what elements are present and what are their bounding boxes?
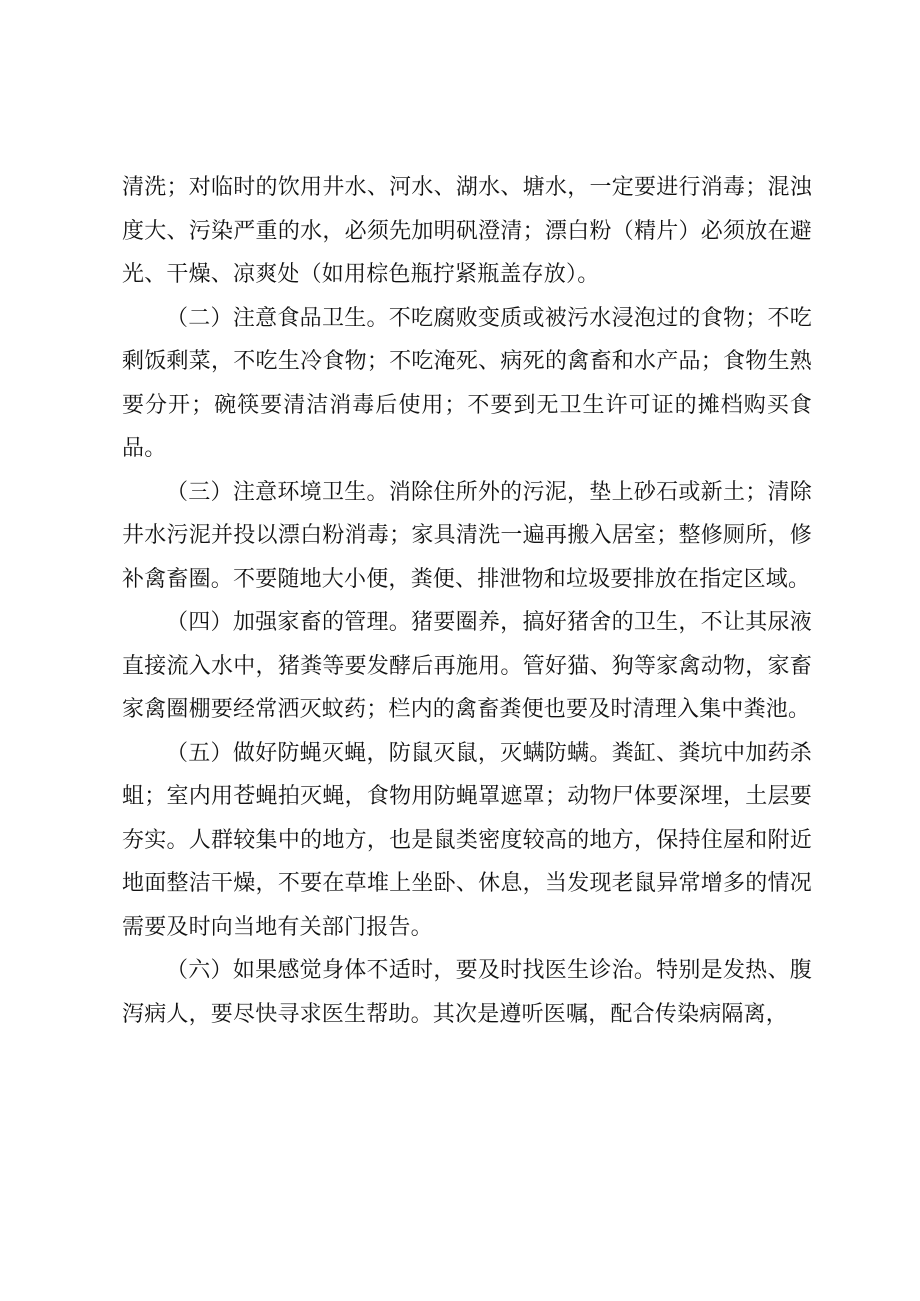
paragraph-livestock-management: （四）加强家畜的管理。猪要圈养，搞好猪舍的卫生，不让其尿液直接流入水中，猪粪等要发酵后再施用。管好猫、狗等家禽动物，家畜家禽圈棚要经常洒灭蚊药；栏内的禽畜粪便也要及时清理入集中粪池。 xyxy=(122,610,812,722)
paragraph-medical-care: （六）如果感觉身体不适时，要及时找医生诊治。特别是发热、腹泻病人，要尽快寻求医生帮助。其次是遵听医嘱，配合传染病隔离， xyxy=(122,958,812,1027)
paragraph-pest-control: （五）做好防蝇灭蝇，防鼠灭鼠，灭螨防螨。粪缸、粪坑中加药杀蛆；室内用苍蝇拍灭蝇，食物用防蝇罩遮罩；动物尸体要深埋，土层要夯实。人群较集中的地方，也是鼠类密度较高的地方，保持住屋和附近地面整洁干燥，不要在草堆上坐卧、休息，当发现老鼠异常增多的情况需要及时向当地有关部门报告。 xyxy=(122,740,812,940)
paragraph-continuation: 清洗；对临时的饮用井水、河水、湖水、塘水，一定要进行消毒；混浊度大、污染严重的水，必须先加明矾澄清；漂白粉（精片）必须放在避光、干燥、凉爽处（如用棕色瓶拧紧瓶盖存放）。 xyxy=(122,175,812,287)
paragraph-environment-hygiene: （三）注意环境卫生。消除住所外的污泥，垫上砂石或新土；清除井水污泥并投以漂白粉消毒；家具清洗一遍再搬入居室；整修厕所，修补禽畜圈。不要随地大小便，粪便、排泄物和垃圾要排放在指定区域。 xyxy=(122,479,812,592)
document-body xyxy=(122,166,812,1036)
paragraph-food-hygiene: （二）注意食品卫生。不吃腐败变质或被污水浸泡过的食物；不吃剩饭剩菜，不吃生冷食物；不吃淹死、病死的禽畜和水产品；食物生熟要分开；碗筷要清洁消毒后使用；不要到无卫生许可证的摊档购买食品。 xyxy=(122,305,812,461)
